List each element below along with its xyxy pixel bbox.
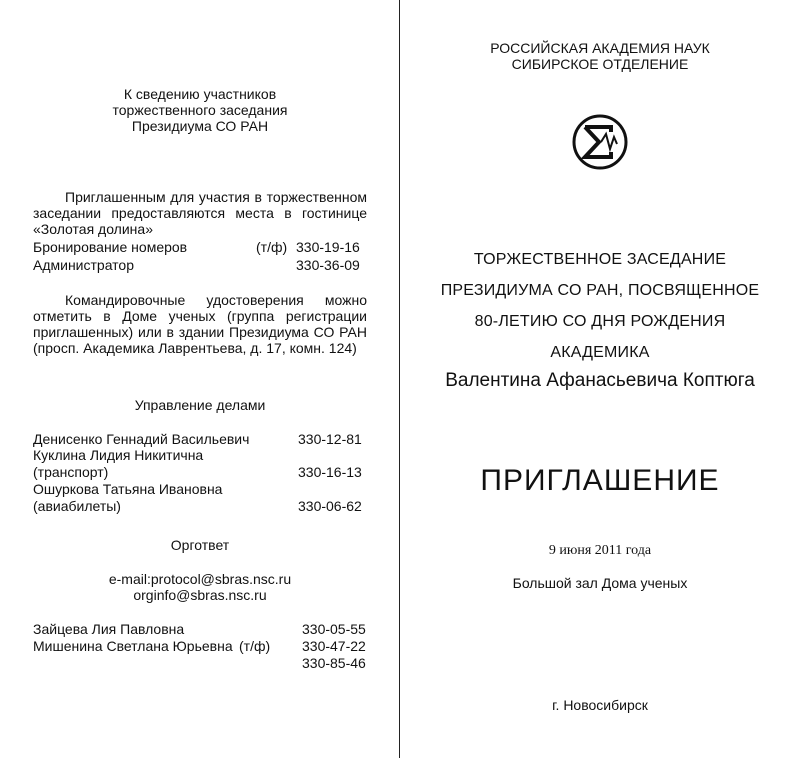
management-heading: Управление делами xyxy=(134,397,266,413)
booking-phone: 330-19-16 xyxy=(296,239,360,255)
notice-heading xyxy=(0,86,400,134)
contact-phone: 330-16-13 xyxy=(298,464,362,480)
organization-line: СИБИРСКОЕ ОТДЕЛЕНИЕ xyxy=(511,56,689,72)
event-title-line: 80-ЛЕТИЮ СО ДНЯ РОЖДЕНИЯ xyxy=(474,313,726,330)
invitation-title: ПРИГЛАШЕНИЕ xyxy=(480,464,720,497)
email-line: e-mail:protocol@sbras.nsc.ru xyxy=(108,571,292,587)
contact-fax-label: (т/ф) xyxy=(239,638,271,654)
contact-name: Зайцева Лия Павловна xyxy=(33,621,185,637)
organization-block xyxy=(400,40,800,72)
contact-name: Мишенина Светлана Юрьевна xyxy=(33,638,233,654)
travel-paragraph: Командировочные удостоверения можно отметить в Доме ученых (группа регистрации приглашенных) или в здании Президиума СО РАН (просп. Академика Лаврентьева, д. 17, комн. 124) xyxy=(33,292,367,356)
event-title-line: АКАДЕМИКА xyxy=(550,344,650,361)
honoree-name: Валентина Афанасьевича Коптюга xyxy=(445,370,755,391)
organization-line: РОССИЙСКАЯ АКАДЕМИЯ НАУК xyxy=(490,40,710,56)
admin-label: Администратор xyxy=(33,257,135,273)
booking-label: Бронирование номеров xyxy=(33,239,188,255)
booking-fax-label: (т/ф) xyxy=(256,239,288,255)
event-date: 9 июня 2011 года xyxy=(548,543,652,558)
contact-phone: 330-06-62 xyxy=(298,498,362,514)
contact-phone: 330-47-22 xyxy=(302,638,366,654)
notice-heading-line: торжественного заседания xyxy=(112,102,288,118)
email-block xyxy=(0,571,400,603)
event-title-line: ТОРЖЕСТВЕННОЕ ЗАСЕДАНИЕ xyxy=(473,251,727,268)
contact-name: (авиабилеты) xyxy=(33,498,121,514)
contact-name: Ошуркова Татьяна Ивановна xyxy=(33,481,223,497)
event-venue: Большой зал Дома ученых xyxy=(512,575,688,591)
event-title-line: ПРЕЗИДИУМА СО РАН, ПОСВЯЩЕННОЕ xyxy=(440,282,760,299)
sb-ras-logo-icon xyxy=(571,113,629,171)
contact-name: Куклина Лидия Никитична xyxy=(33,447,204,463)
right-page xyxy=(400,0,800,758)
contact-name: (транспорт) xyxy=(33,464,109,480)
notice-heading-line: Президиума СО РАН xyxy=(131,118,269,134)
event-title xyxy=(400,251,800,362)
contact-phone: 330-85-46 xyxy=(302,655,366,671)
admin-phone: 330-36-09 xyxy=(296,257,360,273)
contact-phone: 330-05-55 xyxy=(302,621,366,637)
contact-phone: 330-12-81 xyxy=(298,431,362,447)
event-city: г. Новосибирск xyxy=(552,697,648,713)
org-heading: Оргответ xyxy=(170,537,230,553)
notice-heading-line: К сведению участников xyxy=(123,86,277,102)
email-line: orginfo@sbras.nsc.ru xyxy=(133,587,267,603)
contact-name: Денисенко Геннадий Васильевич xyxy=(33,431,250,447)
hotel-paragraph: Приглашенным для участия в торжественном заседании предоставляются места в гостинице «Золотая долина» xyxy=(33,189,367,237)
